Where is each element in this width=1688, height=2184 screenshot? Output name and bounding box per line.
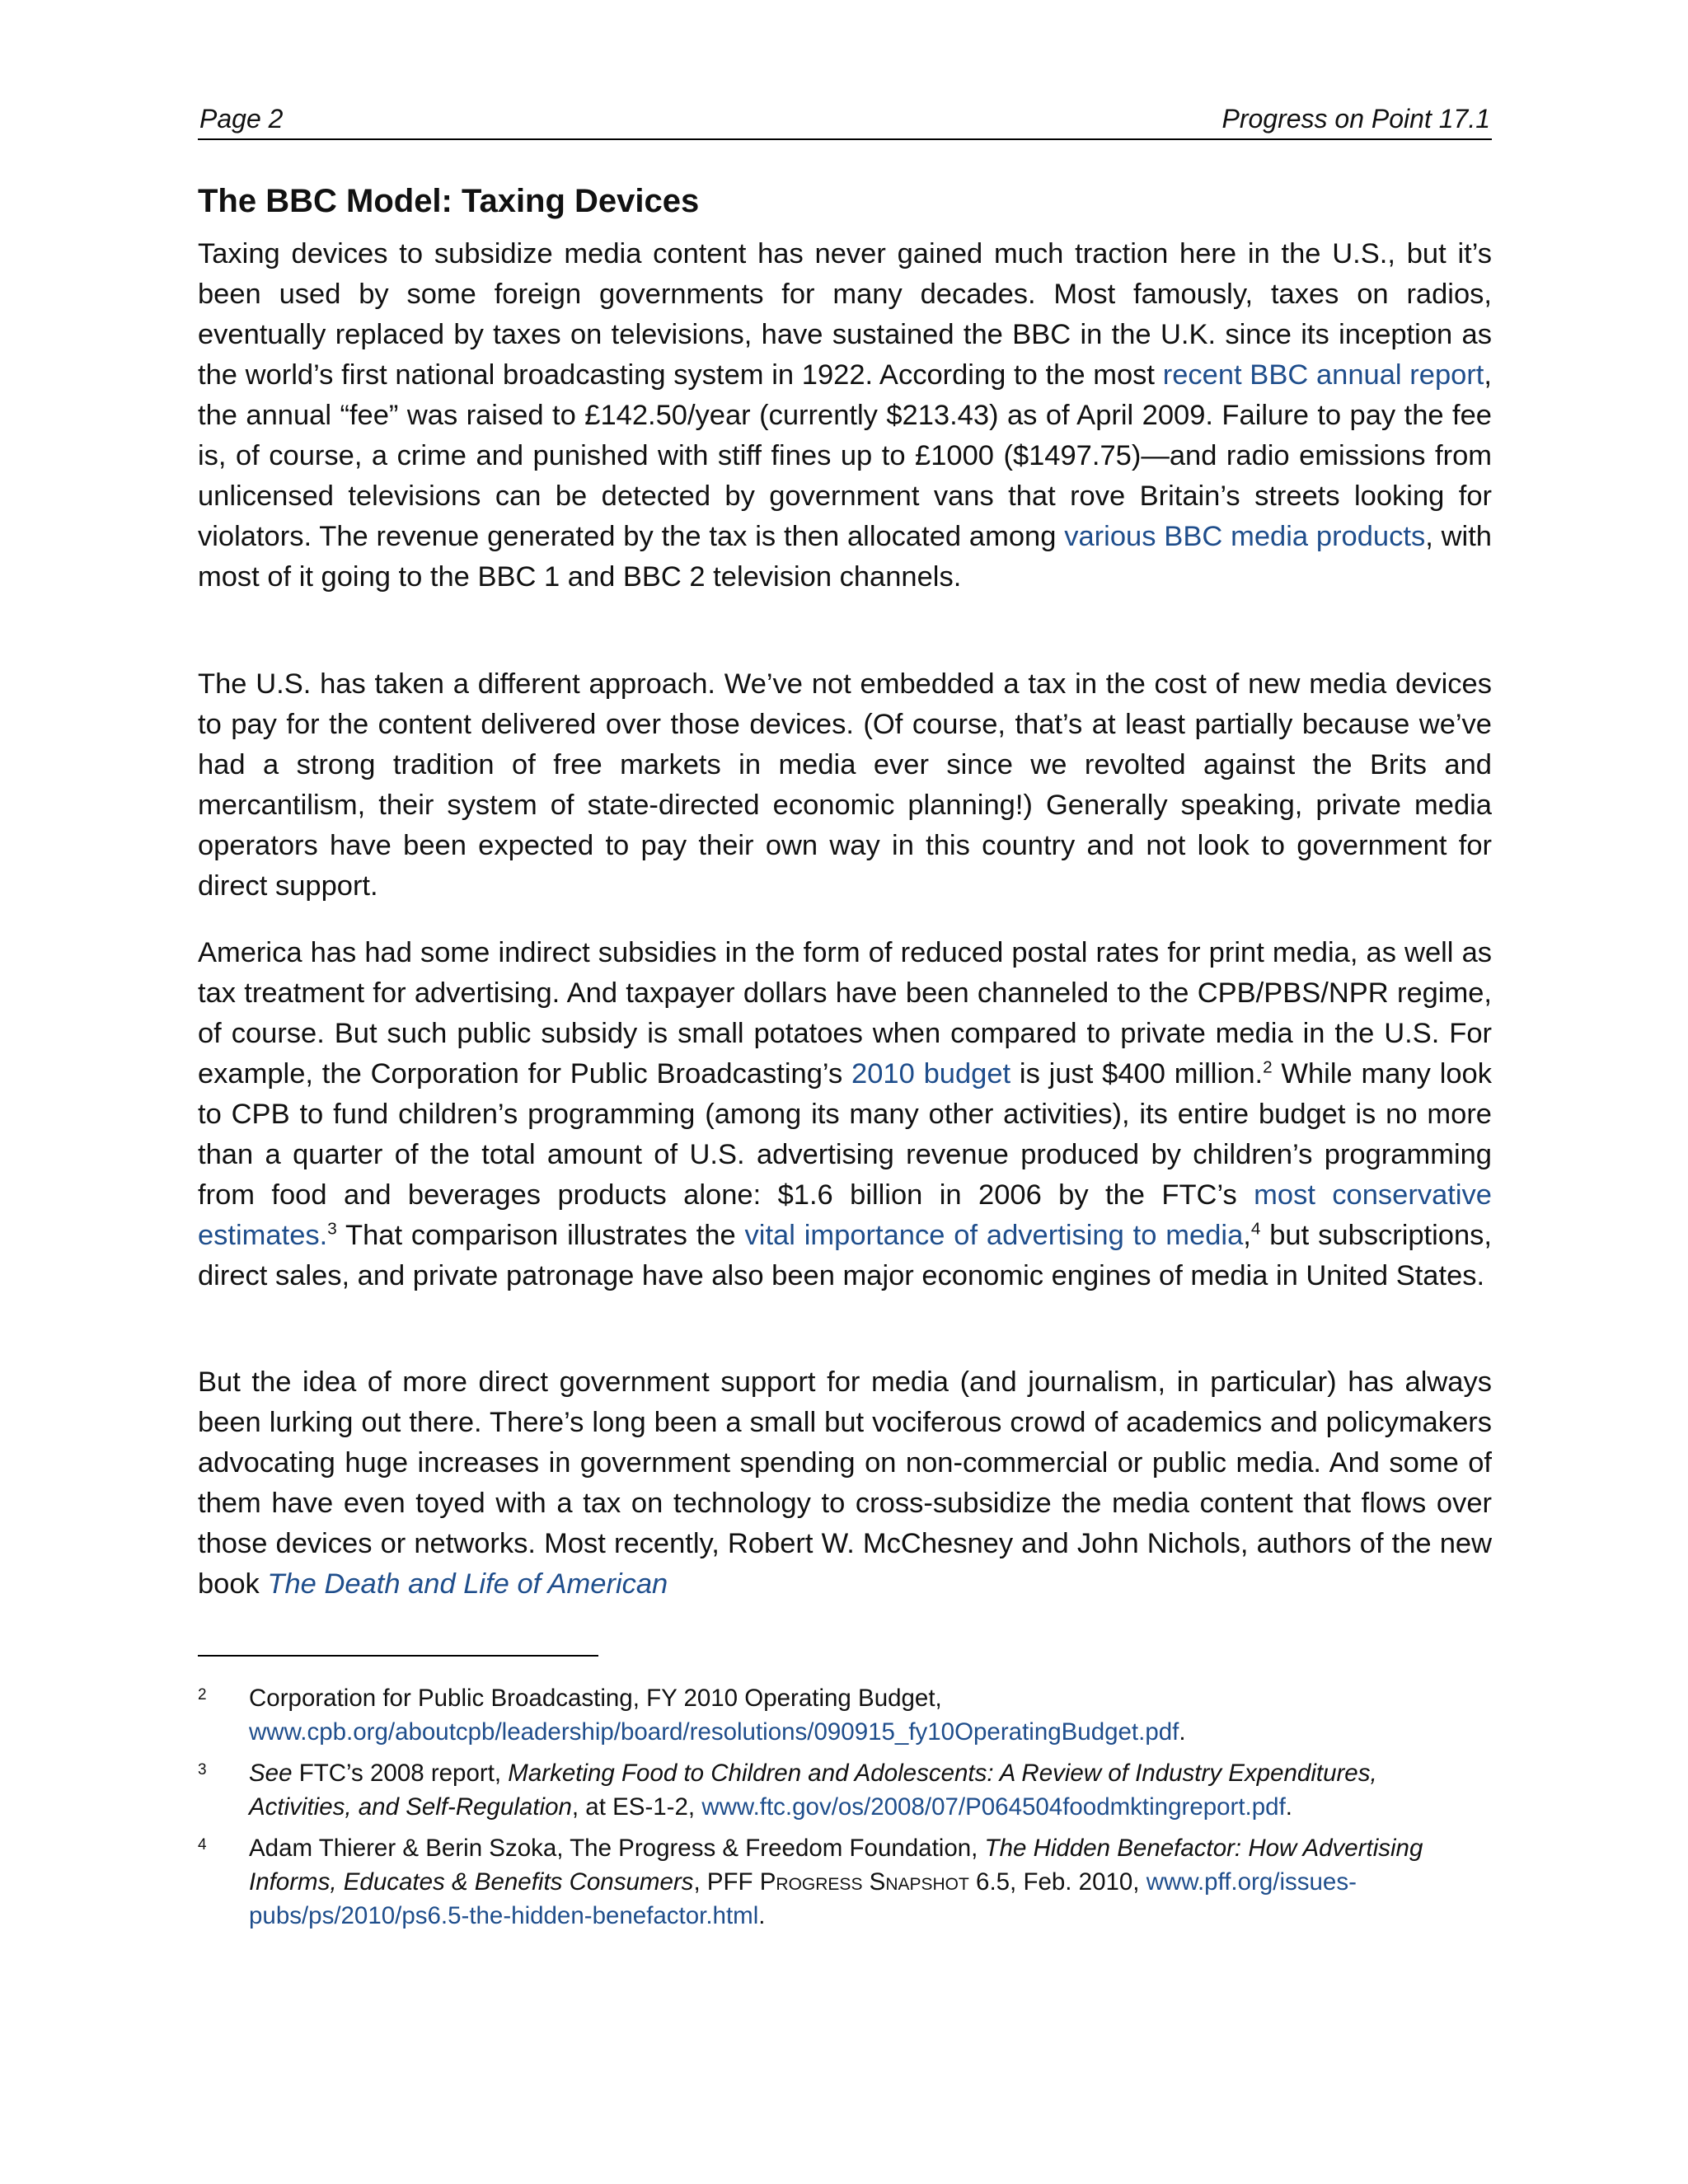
paragraph-bbc-model: Taxing devices to subsidize media content has never gained much traction here in the U.S., but it’s been used by some foreign governments for many decades. Most famously, taxes on radios, eventually replaced by taxes on televisions, have sustained the BBC in the U.K. since its inception as the world’s first national broadcasting system in 1922. According to the most recent BBC annual report, the annual “fee” was raised to £142.50/year (currently $213.43) as of April 2009. Failure to pay the fee is, of course, a crime and punished with stiff fines up to £1000 ($1497.75)—and radio emissions from unlicensed televisions can be detected by government vans that rove Britain’s streets looking for violators. The revenue generated by the tax is then allocated among various BBC media products, with most of it going to the BBC 1 and BBC 2 television channels.: [198, 238, 1492, 593]
footnote-separator: [198, 1655, 598, 1657]
link-advertising-importance[interactable]: vital importance of advertising to media: [744, 1220, 1244, 1251]
link-conservative-estimates[interactable]: most conservative estimates.: [198, 1179, 1492, 1251]
link-cpb-budget-pdf[interactable]: www.cpb.org/aboutcpb/leadership/board/resolutions/090915_fy10OperatingBudget.pdf: [249, 1718, 1179, 1746]
paragraph-direct-support: But the idea of more direct government support for media (and journalism, in particular) has always been lurking out there. There’s long been a small but vociferous crowd of academics and policymakers advocating huge increases in government spending on non-commercial or public media. And some of them have even toyed with a tax on technology to cross-subsidize the media content that flows over those devices or networks. Most recently, Robert W. McChesney and John Nichols, authors of the new book The Death and Life of American: [198, 1366, 1492, 1600]
footnote-number: 4: [198, 1836, 207, 1854]
footnote-text: See FTC’s 2008 report, Marketing Food to Children and Adolescents: A Review of Industry Expenditures, Activities, and Self-Regulation, at ES-1-2, www.ftc.gov/os/2008/07/P064504foodmktingreport.pdf.: [249, 1760, 1377, 1821]
footnote-ref-3[interactable]: 3: [327, 1219, 337, 1239]
link-2010-budget[interactable]: 2010 budget: [851, 1058, 1011, 1090]
running-header: [198, 99, 1492, 140]
footnote-number: 2: [198, 1686, 207, 1704]
page-number: Page 2: [199, 104, 284, 134]
publication-title: Progress on Point 17.1: [1221, 104, 1490, 134]
footnote-ref-4[interactable]: 4: [1250, 1219, 1261, 1239]
link-pff-snapshot[interactable]: www.pff.org/issues-pubs/ps/2010/ps6.5-the-hidden-benefactor.html: [249, 1868, 1357, 1929]
link-bbc-media-products[interactable]: various BBC media products: [1064, 521, 1426, 552]
link-death-and-life-book[interactable]: The Death and Life of American: [267, 1568, 668, 1600]
footnote-text: Corporation for Public Broadcasting, FY 2010 Operating Budget, www.cpb.org/aboutcpb/leadership/board/resolutions/090915_fy10OperatingBudget.pdf.: [249, 1685, 1186, 1746]
link-bbc-annual-report[interactable]: recent BBC annual report: [1162, 359, 1484, 391]
link-ftc-report-pdf[interactable]: www.ftc.gov/os/2008/07/P064504foodmktingreport.pdf: [701, 1793, 1286, 1821]
paragraph-us-approach: The U.S. has taken a different approach. We’ve not embedded a tax in the cost of new media devices to pay for the content delivered over those devices. (Of course, that’s at least partially because we’ve had a strong tradition of free markets in media ever since we revolted against the Brits and mercantilism, their system of state-directed economic planning!) Generally speaking, private media operators have been expected to pay their own way in this country and not look to government for direct support.: [198, 668, 1492, 902]
paragraph-indirect-subsidies: America has had some indirect subsidies in the form of reduced postal rates for print media, as well as tax treatment for advertising. And taxpayer dollars have been channeled to the CPB/PBS/NPR regime, of course. But such public subsidy is small potatoes when compared to private media in the U.S. For example, the Corporation for Public Broadcasting’s 2010 budget is just $400 million.$^2$ While many look to CPB to fund children’s programming (among its many other activities), its entire budget is no more than a quarter of the total amount of U.S. advertising revenue produced by children’s programming from food and beverages products alone: $1.6 billion in 2006 by the FTC’s most conservative estimates.$^3$ That comparison illustrates the vital importance of advertising to media,$^4$ but subscriptions, direct sales, and private patronage have also been major economic engines of media in United States.: [198, 937, 1493, 1291]
footnote-number: 3: [198, 1761, 207, 1779]
footnote-text: Adam Thierer & Berin Szoka, The Progress & Freedom Foundation, The Hidden Benefactor: How Advertising Informs, Educates & Benefits Consumers, PFF Progress Snapshot 6.5, Feb. 2010, www.pff.org/issues-pubs/ps/2010/ps6.5-the-hidden-benefactor.html.: [249, 1835, 1423, 1929]
section-heading: The BBC Model: Taxing Devices: [198, 183, 700, 219]
footnote-ref-2[interactable]: 2: [1263, 1057, 1273, 1077]
